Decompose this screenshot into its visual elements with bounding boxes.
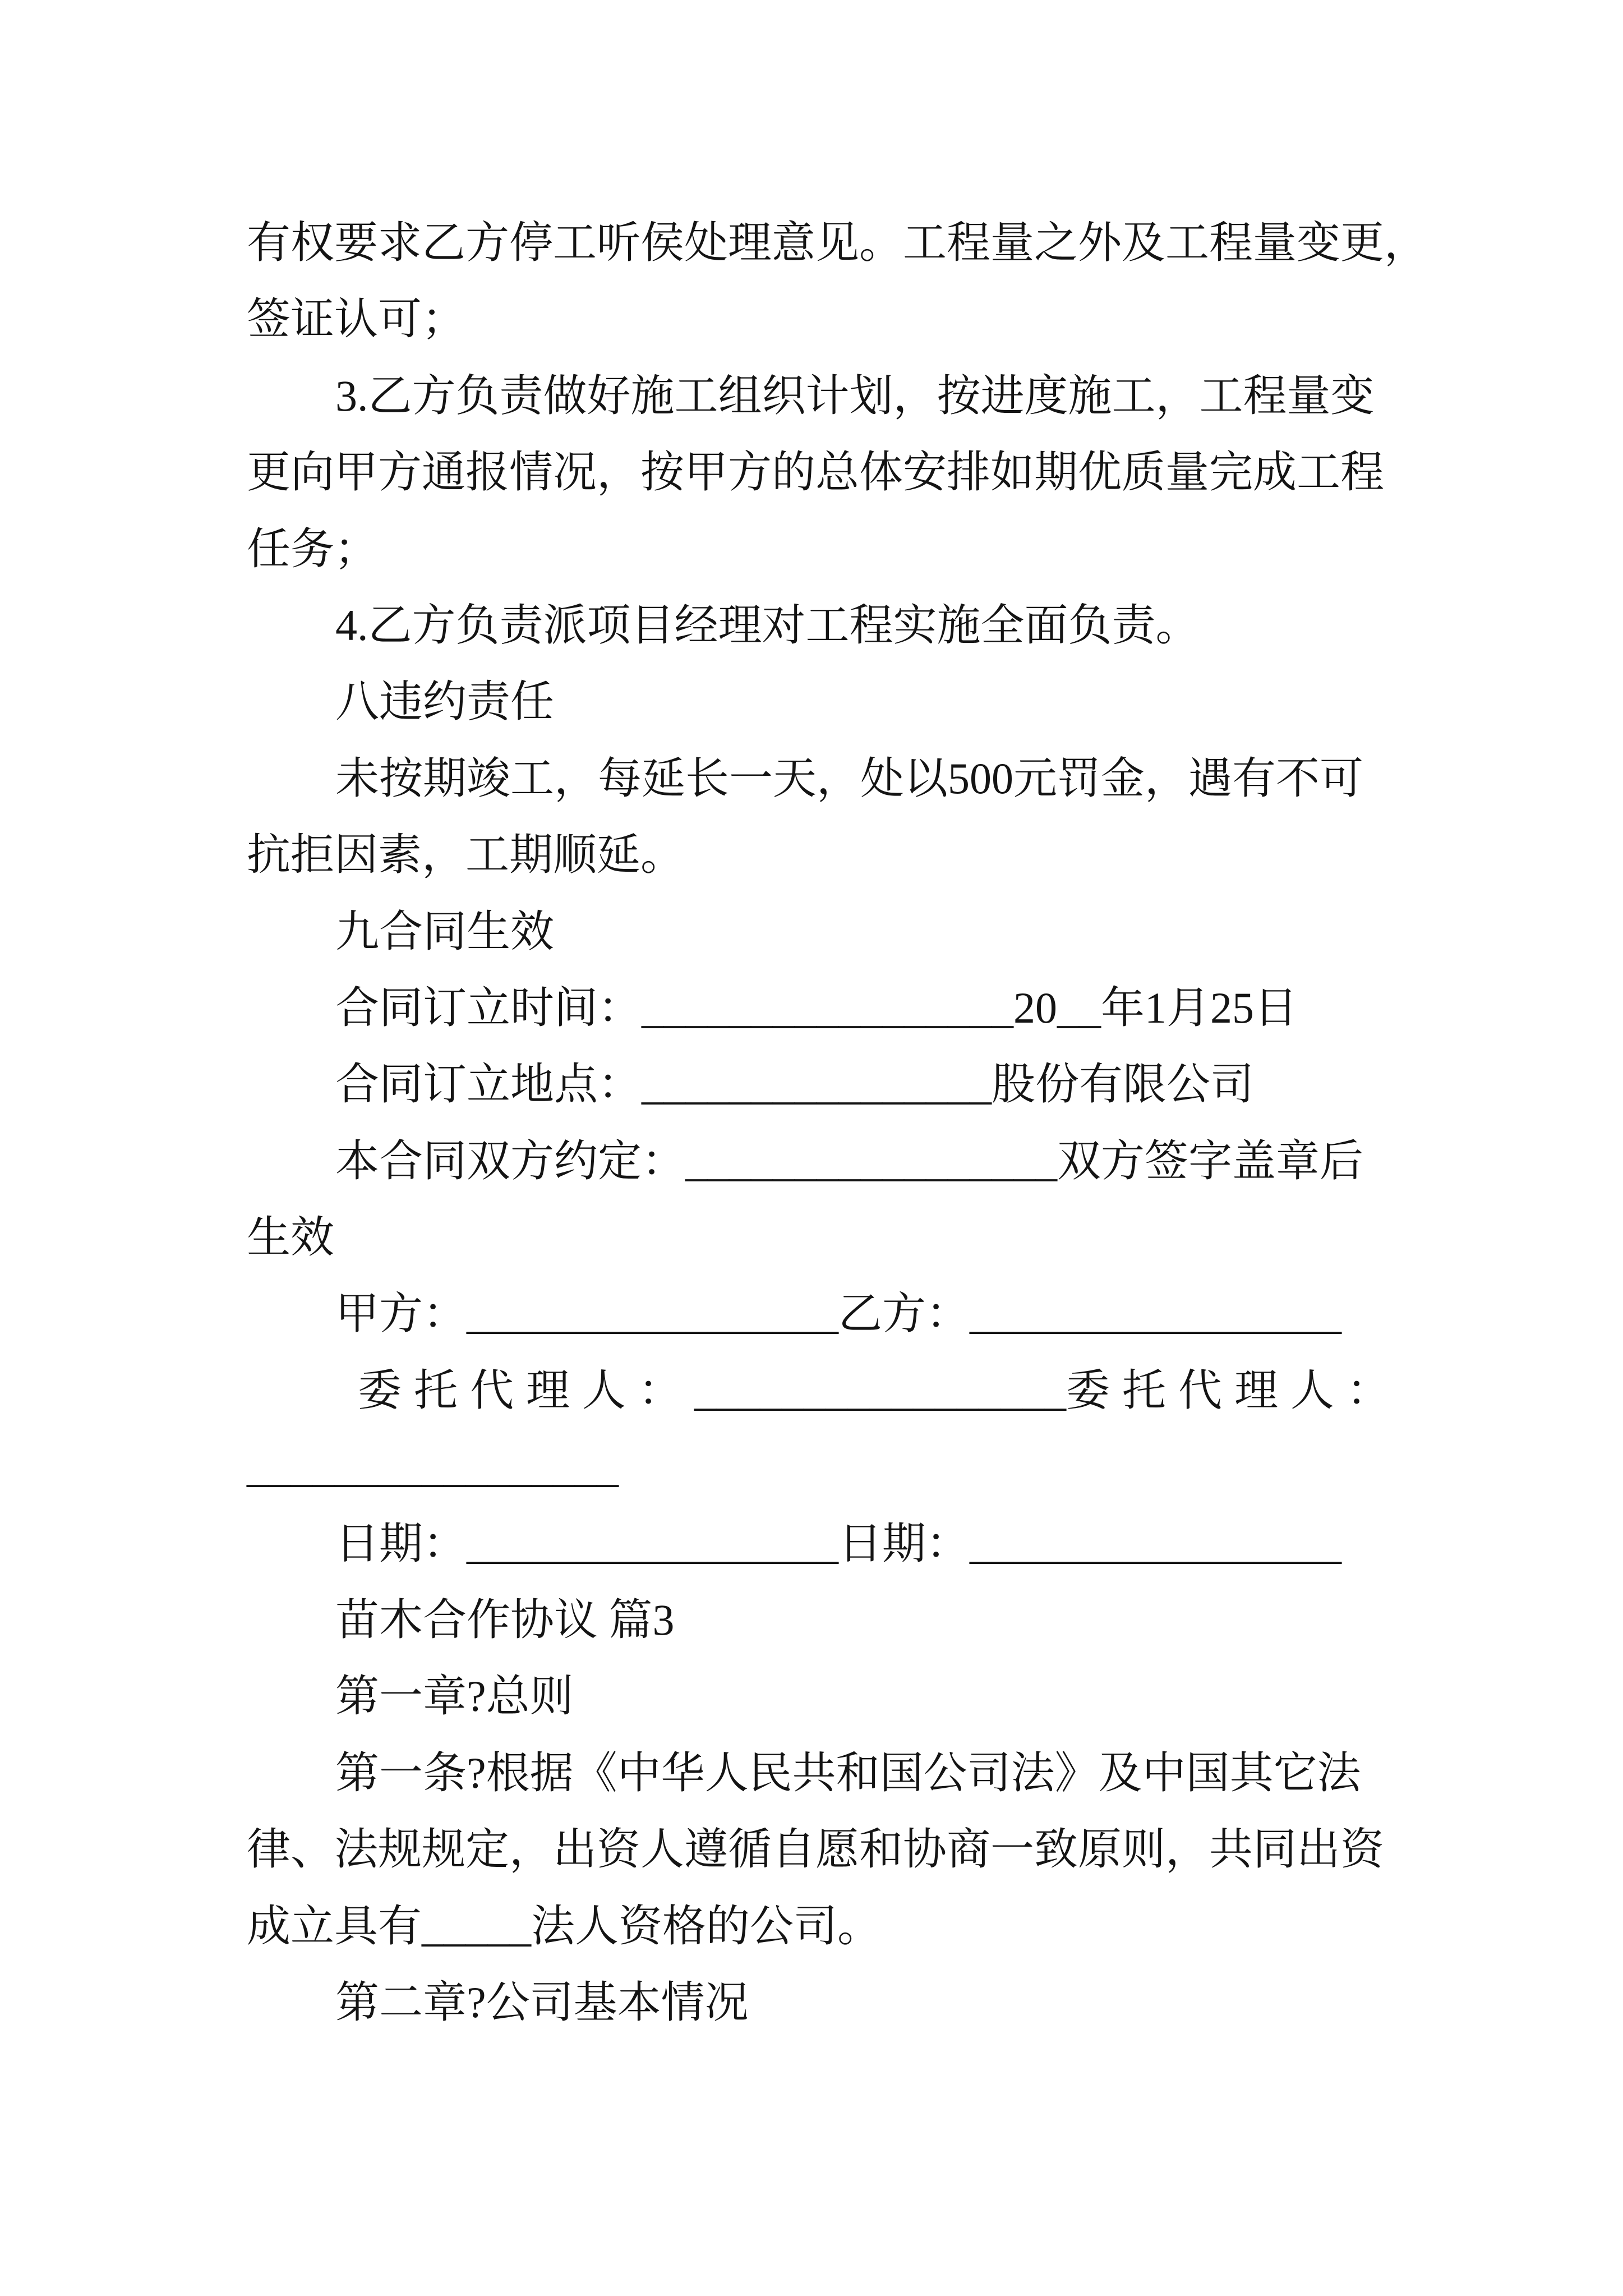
article-1-continuation-line: 律、法规规定，出资人遵循自愿和协商一致原则，共同出资 <box>247 1825 1385 1874</box>
breach-clause-line: 未按期竣工，每延长一天，处以500元罚金，遇有不可 <box>335 753 1364 803</box>
clause-3-continuation-line: 更向甲方通报情况，按甲方的总体安排如期优质量完成工程 <box>247 448 1385 497</box>
article-1-line: 第一条?根据《中华人民共和国公司法》及中国其它法 <box>335 1748 1361 1797</box>
article-1-continuation-line: 成立具有_____法人资格的公司。 <box>247 1901 882 1950</box>
chapter-heading-company-info: 第二章?公司基本情况 <box>335 1977 749 2027</box>
agent-blank-party-a: _________________ <box>694 1365 1067 1415</box>
breach-clause-continuation-line: 抗拒因素，工期顺延。 <box>247 830 685 880</box>
clause-4-line: 4.乙方负责派项目经理对工程实施全面负责。 <box>335 600 1200 650</box>
section-heading-breach-liability: 八违约责任 <box>335 677 555 726</box>
clause-3-continuation-line: 任务； <box>247 524 379 573</box>
contract-place-line: 合同订立地点：________________股份有限公司 <box>335 1060 1255 1109</box>
party-signature-line: 甲方：_________________乙方：_________________ <box>335 1289 1342 1338</box>
signature-date-line: 日期：_________________日期：_________________ <box>335 1519 1342 1568</box>
chapter-heading-general: 第一章?总则 <box>335 1672 574 1721</box>
agent-label-party-b: 委托代理人： <box>1066 1365 1403 1415</box>
agent-blank-party-b: _________________ <box>247 1442 619 1492</box>
agent-label-party-a: 委托代理人： <box>358 1365 695 1415</box>
clause-3-line: 3.乙方负责做好施工组织计划，按进度施工，工程量变 <box>335 371 1375 420</box>
section-heading-contract-effect: 九合同生效 <box>335 907 555 956</box>
agent-signature-line <box>247 1352 1537 1429</box>
clause-continuation-line: 有权要求乙方停工听侯处理意见。工程量之外及工程量变更， <box>247 218 1428 267</box>
document-title: 苗木合作协议 篇3 <box>335 1595 675 1645</box>
contract-date-line: 合同订立时间：_________________20__年1月25日 <box>335 983 1298 1032</box>
contract-agreement-line: 本合同双方约定：_________________双方签字盖章后 <box>335 1136 1364 1185</box>
document-body <box>247 205 1537 2041</box>
contract-agreement-continuation-line: 生效 <box>247 1213 335 1262</box>
clause-continuation-line: 签证认可； <box>247 295 466 344</box>
